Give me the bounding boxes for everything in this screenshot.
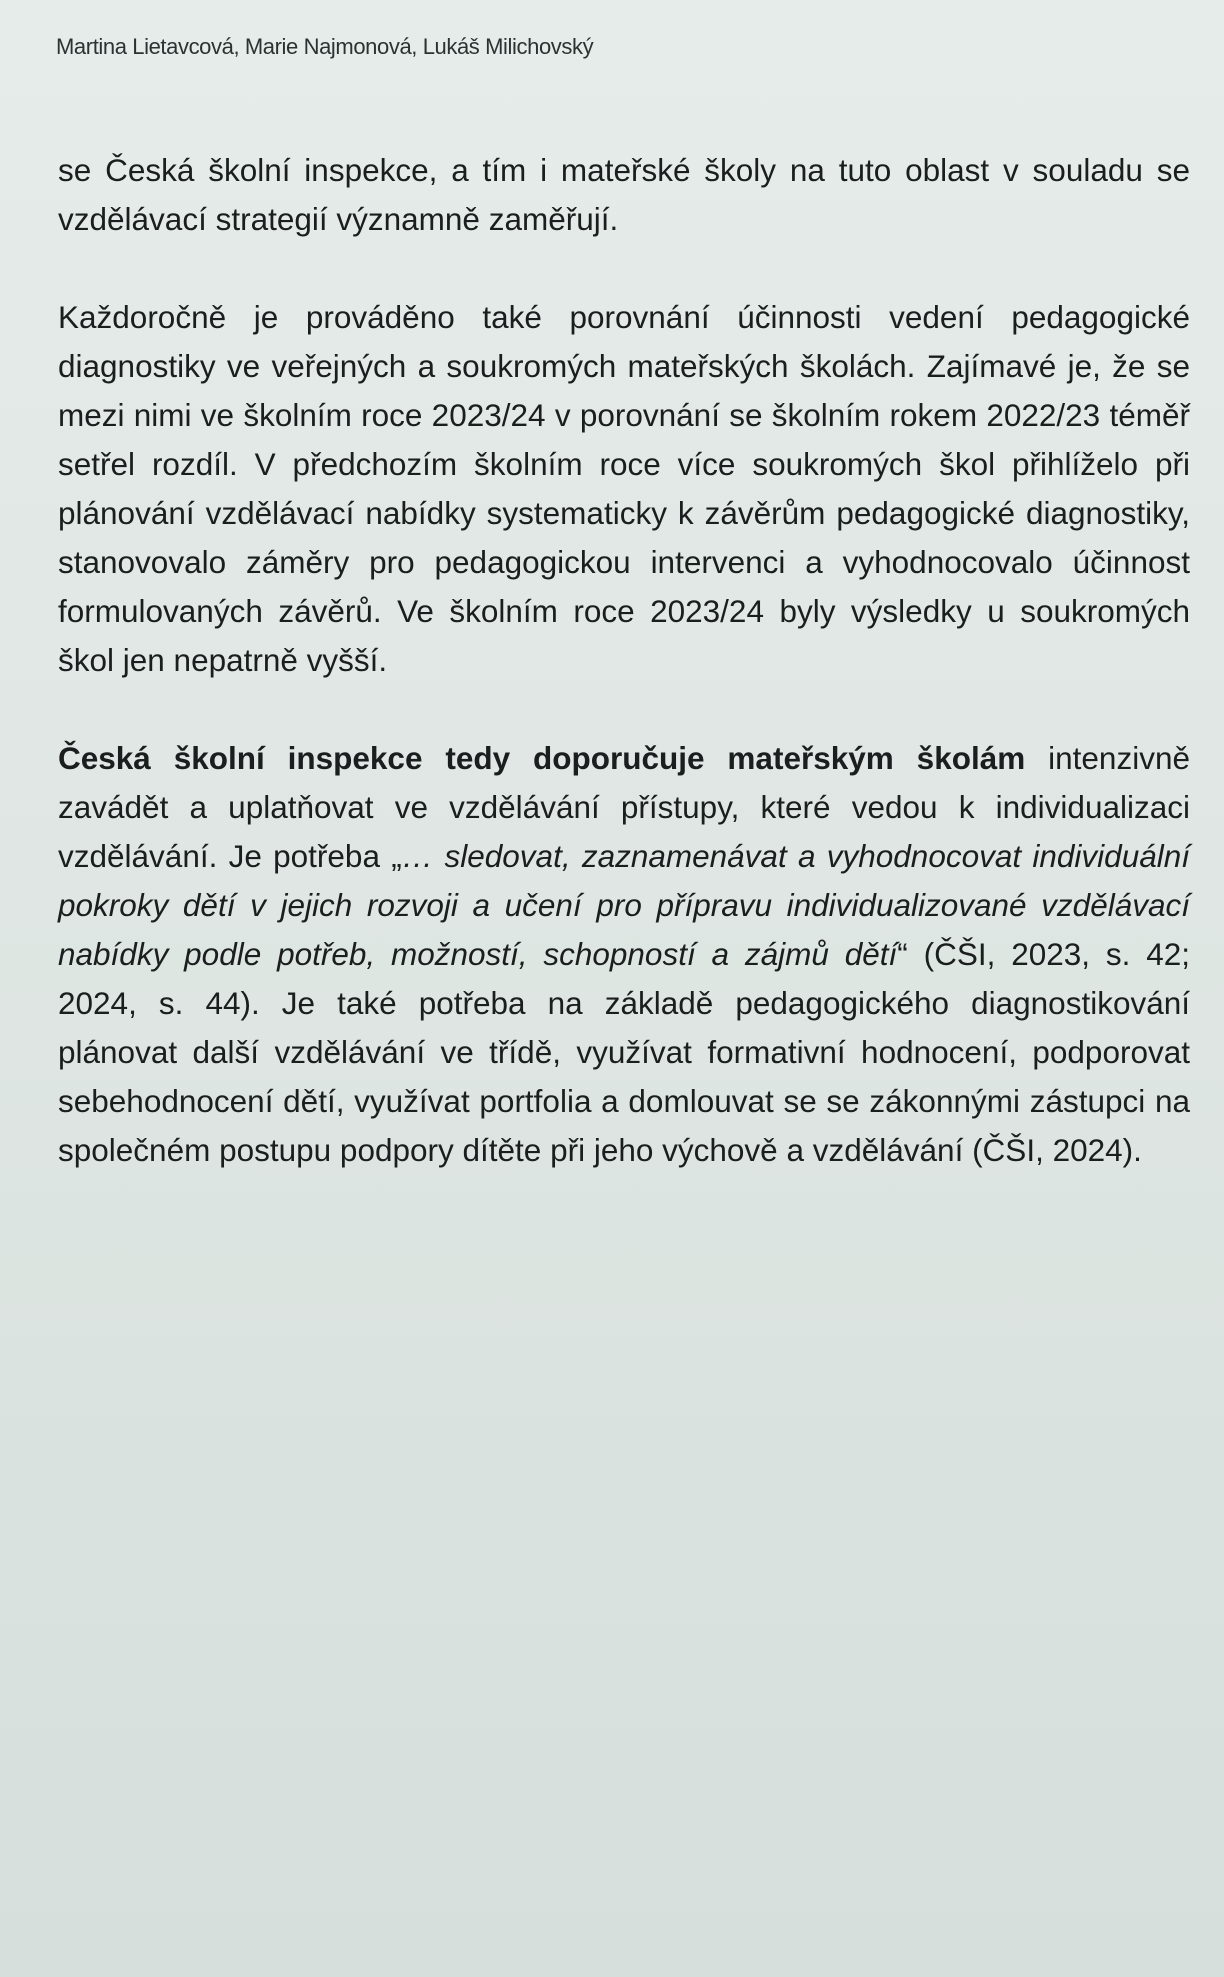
running-head-authors: Martina Lietavcová, Marie Najmonová, Lukáš Milichovský	[56, 34, 594, 59]
paragraph-3-text-before-quote: intenzivně zavádět a uplatňovat ve vzdělávání přístupy, které vedou k individualizaci vzdělávání. Je potřeba „	[58, 740, 1190, 874]
paragraph-3-text-after-quote: “ (ČŠI, 2023, s. 42; 2024, s. 44). Je také potřeba na základě pedagogického diagnostikování plánovat další vzdělávání ve třídě, využívat formativní hodnocení, podporovat sebehodnocení dětí, využívat portfolia a domlouvat se se zákonnými zástupci na společném postupu podpory dítěte při jeho výchově a vzdělávání (ČŠI, 2024).	[58, 936, 1190, 1168]
paragraph-1: se Česká školní inspekce, a tím i mateřské školy na tuto oblast v souladu se vzdělávací strategií významně zaměřují.	[58, 152, 1190, 237]
body-text	[58, 146, 1190, 1175]
paragraph-2: Každoročně je prováděno také porovnání účinnosti vedení pedagogické diagnostiky ve veřejných a soukromých mateřských školách. Zajímavé je, že se mezi nimi ve školním roce 2023/24 v porovnání se školním rokem 2022/23 téměř setřel rozdíl. V předchozím školním roce více soukromých škol přihlíželo při plánování vzdělávací nabídky systematicky k závěrům pedagogické diagnostiky, stanovovalo záměry pro pedagogickou intervenci a vyhodnocovalo účinnost formulovaných závěrů. Ve školním roce 2023/24 byly výsledky u soukromých škol jen nepatrně vyšší.	[58, 299, 1190, 678]
paragraph-3	[58, 734, 1190, 1175]
paragraph-3-bold-lead: Česká školní inspekce tedy doporučuje mateřským školám	[58, 740, 1026, 776]
paragraph-3-italic-quote: … sledovat, zaznamenávat a vyhodnocovat individuální pokroky dětí v jejich rozvoji a učení pro přípravu individualizované vzdělávací nabídky podle potřeb, možností, schopností a zájmů dětí	[58, 838, 1191, 972]
